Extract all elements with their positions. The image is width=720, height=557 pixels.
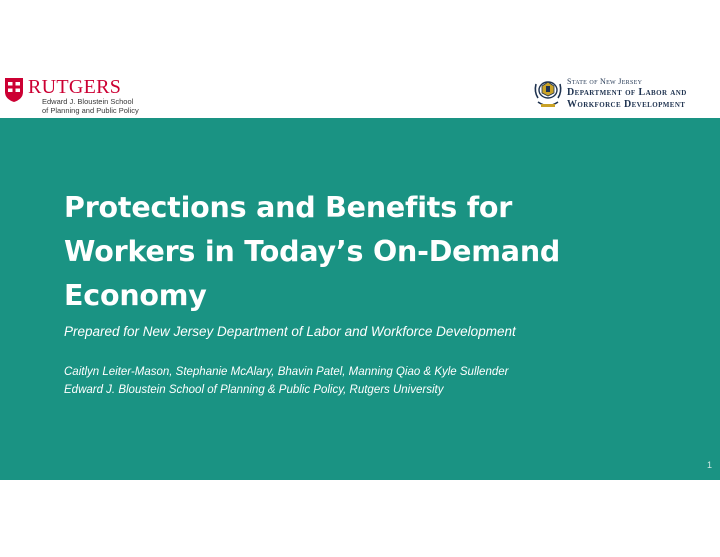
rutgers-shield-icon	[4, 77, 24, 103]
nj-state-seal-icon	[533, 76, 563, 112]
nj-dept-line2: Workforce Development	[567, 99, 686, 110]
rutgers-logo	[4, 77, 184, 117]
nj-department-name	[567, 77, 687, 111]
nj-dept-line1: Department of Labor and	[567, 87, 687, 98]
authors-names: Caitlyn Leiter-Mason, Stephanie McAlary, Bhavin Patel, Manning Qiao & Kyle Sullender	[64, 366, 509, 378]
slide-title-line1: Protections and Benefits for	[64, 191, 513, 224]
slide-title-line2: Workers in Today’s On-Demand	[64, 235, 561, 268]
rutgers-school-name	[42, 98, 139, 115]
title-band	[0, 118, 720, 480]
slide-header	[0, 0, 720, 118]
slide-title	[64, 186, 644, 318]
nj-state-line: State of New Jersey	[567, 77, 643, 86]
authors-block	[64, 363, 508, 399]
authors-affiliation: Edward J. Bloustein School of Planning & Public Policy, Rutgers University	[64, 384, 444, 396]
slide-subtitle: Prepared for New Jersey Department of Labor and Workforce Development	[64, 324, 516, 339]
nj-labor-logo	[533, 76, 720, 116]
rutgers-school-line1: Edward J. Bloustein School	[42, 97, 134, 106]
slide-title-line3: Economy	[64, 279, 207, 312]
slide-footer	[0, 480, 720, 557]
rutgers-school-line2: of Planning and Public Policy	[42, 105, 139, 115]
page-number: 1	[706, 460, 712, 470]
rutgers-wordmark: RUTGERS	[28, 76, 122, 98]
